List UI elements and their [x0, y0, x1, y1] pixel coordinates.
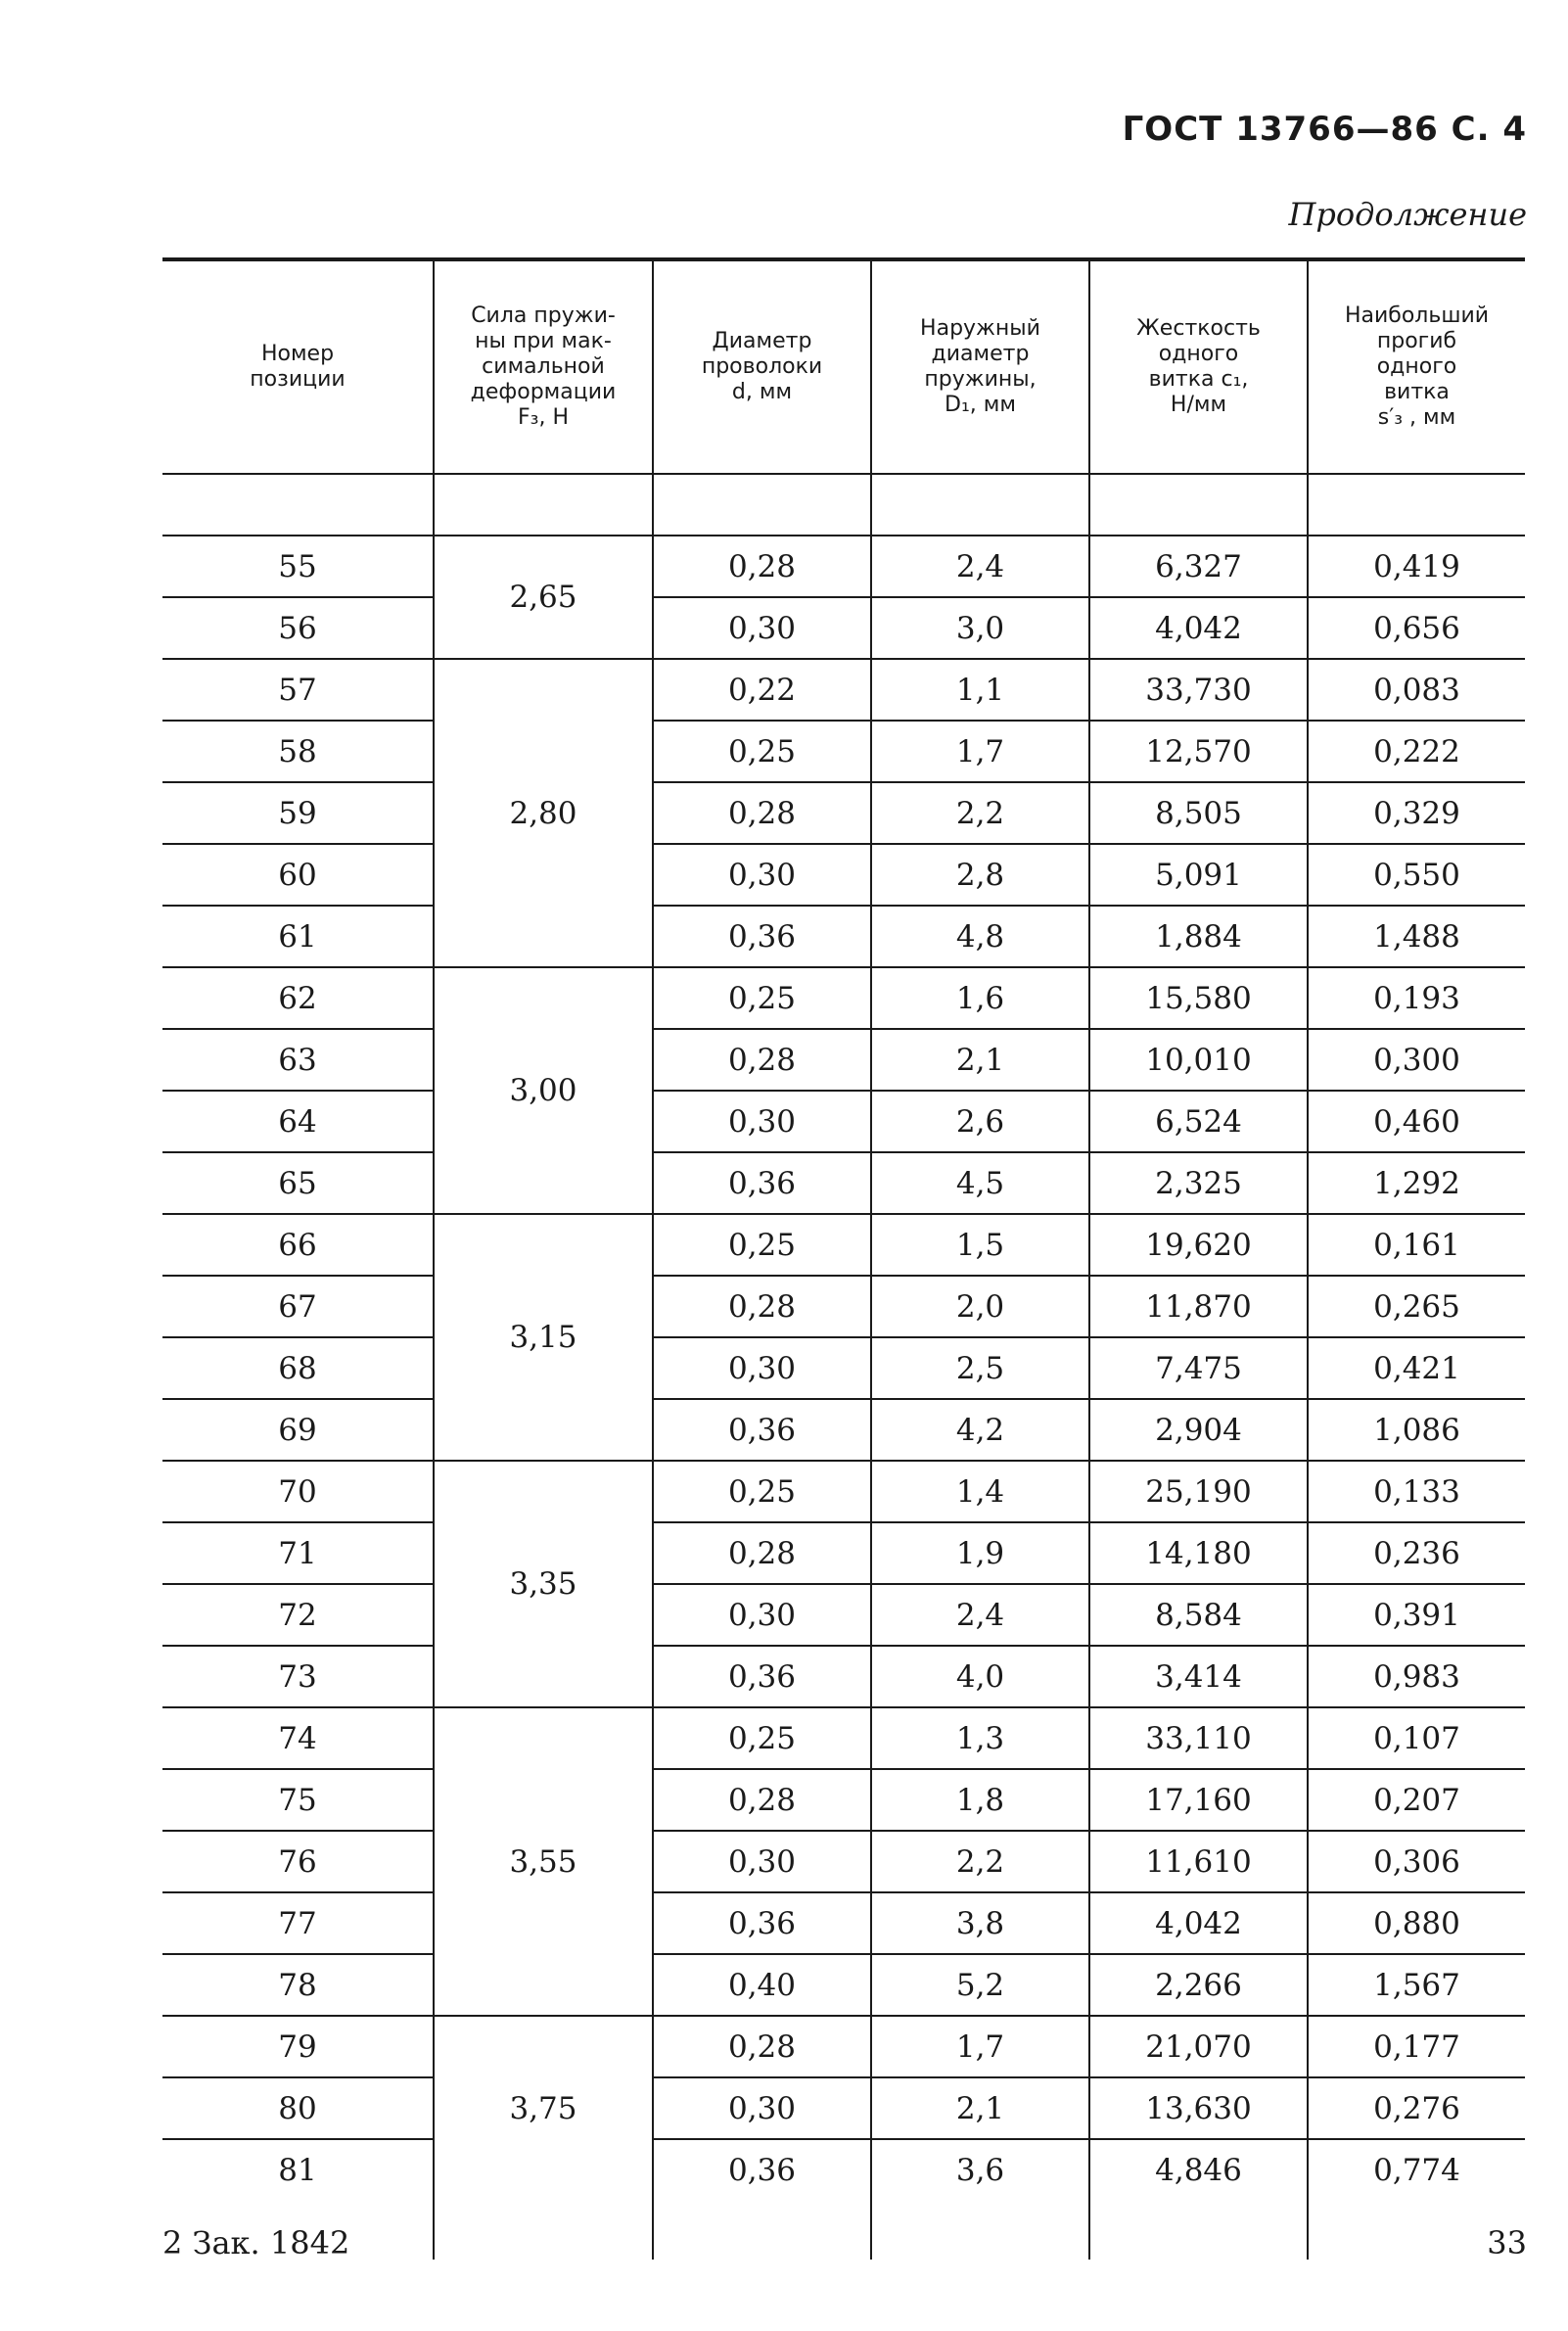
position-number-cell: 69	[162, 1399, 434, 1461]
footer-order-number: 2 Зак. 1842	[162, 2224, 350, 2261]
spring-force-cell: 3,75	[434, 2016, 653, 2200]
max-deflection-cell: 0,460	[1308, 1091, 1525, 1152]
position-number-cell: 75	[162, 1769, 434, 1831]
table-row	[162, 1091, 1525, 1152]
position-number-cell: 63	[162, 1029, 434, 1091]
table-row	[162, 1584, 1525, 1646]
table-row	[162, 967, 1525, 1029]
spring-force-cell: 3,35	[434, 1461, 653, 1707]
max-deflection-cell: 0,236	[1308, 1522, 1525, 1584]
position-number-cell: 67	[162, 1276, 434, 1337]
coil-stiffness-cell: 17,160	[1089, 1769, 1308, 1831]
outer-diameter-cell: 4,2	[871, 1399, 1089, 1461]
coil-stiffness-cell: 5,091	[1089, 844, 1308, 906]
outer-diameter-cell: 1,3	[871, 1707, 1089, 1769]
max-deflection-cell: 1,292	[1308, 1152, 1525, 1214]
outer-diameter-cell: 1,9	[871, 1522, 1089, 1584]
coil-stiffness-cell: 10,010	[1089, 1029, 1308, 1091]
table-row	[162, 1831, 1525, 1892]
wire-diameter-cell: 0,30	[653, 1831, 871, 1892]
position-number-cell: 77	[162, 1892, 434, 1954]
max-deflection-cell: 0,880	[1308, 1892, 1525, 1954]
wire-diameter-cell: 0,25	[653, 1461, 871, 1522]
coil-stiffness-cell: 8,584	[1089, 1584, 1308, 1646]
wire-diameter-cell: 0,36	[653, 906, 871, 967]
position-number-cell: 80	[162, 2077, 434, 2139]
position-number-cell: 81	[278, 2152, 317, 2188]
wire-diameter-cell: 0,30	[653, 597, 871, 659]
coil-stiffness-cell: 13,630	[1089, 2077, 1308, 2139]
max-deflection-cell: 0,306	[1308, 1831, 1525, 1892]
table-row	[162, 1276, 1525, 1337]
table-row	[162, 1769, 1525, 1831]
spring-parameters-table	[162, 257, 1525, 2260]
wire-diameter-cell: 0,36	[653, 1646, 871, 1707]
position-number-cell: 66	[162, 1214, 434, 1276]
position-number-cell: 58	[162, 721, 434, 782]
outer-diameter-cell: 2,1	[871, 2077, 1089, 2139]
header-spring-force: Сила пружи- ны при мак- симальной деформации F₃, Н	[434, 259, 653, 474]
position-number-cell: 56	[162, 597, 434, 659]
max-deflection-cell: 1,086	[1308, 1399, 1525, 1461]
position-number-cell: 61	[162, 906, 434, 967]
position-number-cell: 73	[162, 1646, 434, 1707]
outer-diameter-cell: 1,7	[871, 2016, 1089, 2077]
outer-diameter-cell: 1,6	[871, 967, 1089, 1029]
outer-diameter-cell: 2,5	[871, 1337, 1089, 1399]
table-row	[162, 659, 1525, 721]
footer-page-number: 33	[1487, 2224, 1527, 2261]
header-wire-diameter: Диаметр проволоки d, мм	[653, 259, 871, 474]
coil-stiffness-cell: 2,904	[1089, 1399, 1308, 1461]
table-row	[162, 1214, 1525, 1276]
header-coil-stiffness: Жесткость одного витка c₁, Н/мм	[1089, 259, 1308, 474]
wire-diameter-cell: 0,36	[653, 1399, 871, 1461]
wire-diameter-cell: 0,25	[653, 967, 871, 1029]
wire-diameter-cell: 0,22	[653, 659, 871, 721]
coil-stiffness-cell: 4,042	[1089, 597, 1308, 659]
coil-stiffness-cell: 21,070	[1089, 2016, 1308, 2077]
table-header	[162, 259, 1525, 474]
table-row	[162, 2139, 1525, 2200]
outer-diameter-cell: 3,0	[871, 597, 1089, 659]
header-max-coil-deflection: Наибольший прогиб одного витка s′₃ , мм	[1308, 259, 1525, 474]
outer-diameter-cell: 3,8	[871, 1892, 1089, 1954]
max-deflection-cell: 0,329	[1308, 782, 1525, 844]
table-row	[162, 2016, 1525, 2077]
coil-stiffness-cell: 7,475	[1089, 1337, 1308, 1399]
outer-diameter-cell: 2,6	[871, 1091, 1089, 1152]
coil-stiffness-cell: 3,414	[1089, 1646, 1308, 1707]
table-row	[162, 1337, 1525, 1399]
wire-diameter-cell: 0,36	[653, 1152, 871, 1214]
wire-diameter-cell: 0,28	[653, 1769, 871, 1831]
outer-diameter-cell: 5,2	[871, 1954, 1089, 2016]
table-row	[162, 1399, 1525, 1461]
table-row	[162, 1646, 1525, 1707]
position-number-cell: 72	[162, 1584, 434, 1646]
max-deflection-cell: 0,550	[1308, 844, 1525, 906]
table-row	[162, 1029, 1525, 1091]
max-deflection-cell: 0,161	[1308, 1214, 1525, 1276]
outer-diameter-cell: 4,8	[871, 906, 1089, 967]
table-row	[162, 1461, 1525, 1522]
position-number-cell: 71	[162, 1522, 434, 1584]
table-row	[162, 782, 1525, 844]
coil-stiffness-cell: 11,870	[1089, 1276, 1308, 1337]
position-number-cell: 62	[162, 967, 434, 1029]
position-number-cell: 64	[162, 1091, 434, 1152]
coil-stiffness-cell: 12,570	[1089, 721, 1308, 782]
max-deflection-cell: 0,107	[1308, 1707, 1525, 1769]
coil-stiffness-cell: 33,730	[1089, 659, 1308, 721]
table-row	[162, 2077, 1525, 2139]
spring-parameters-table-wrapper	[162, 257, 1525, 2260]
wire-diameter-cell: 0,25	[653, 721, 871, 782]
position-number-cell: 55	[162, 536, 434, 597]
coil-stiffness-cell: 4,042	[1089, 1892, 1308, 1954]
coil-stiffness-cell: 19,620	[1089, 1214, 1308, 1276]
outer-diameter-cell: 1,8	[871, 1769, 1089, 1831]
coil-stiffness-cell: 2,266	[1089, 1954, 1308, 2016]
table-row	[162, 536, 1525, 597]
coil-stiffness-cell: 25,190	[1089, 1461, 1308, 1522]
table-row	[162, 906, 1525, 967]
position-number-cell: 76	[162, 1831, 434, 1892]
header-outer-diameter: Наружный диаметр пружины, D₁, мм	[871, 259, 1089, 474]
position-number-cell: 68	[162, 1337, 434, 1399]
position-number-cell: 60	[162, 844, 434, 906]
outer-diameter-cell: 1,4	[871, 1461, 1089, 1522]
position-number-cell: 74	[162, 1707, 434, 1769]
table-row	[162, 1152, 1525, 1214]
outer-diameter-cell: 2,4	[871, 1584, 1089, 1646]
spring-force-cell: 2,80	[434, 659, 653, 967]
coil-stiffness-cell: 33,110	[1089, 1707, 1308, 1769]
wire-diameter-cell: 0,36	[653, 1892, 871, 1954]
position-number-cell: 59	[162, 782, 434, 844]
max-deflection-cell: 0,276	[1308, 2077, 1525, 2139]
outer-diameter-cell: 4,5	[871, 1152, 1089, 1214]
outer-diameter-cell: 1,1	[871, 659, 1089, 721]
position-number-cell: 79	[162, 2016, 434, 2077]
wire-diameter-cell: 0,25	[653, 1707, 871, 1769]
max-deflection-cell: 0,193	[1308, 967, 1525, 1029]
table-row	[162, 597, 1525, 659]
position-number-cell: 57	[162, 659, 434, 721]
spring-force-cell: 3,55	[434, 1707, 653, 2016]
coil-stiffness-cell: 6,327	[1089, 536, 1308, 597]
table-row	[162, 844, 1525, 906]
wire-diameter-cell: 0,28	[653, 536, 871, 597]
table-row	[162, 721, 1525, 782]
wire-diameter-cell: 0,25	[653, 1214, 871, 1276]
coil-stiffness-cell: 14,180	[1089, 1522, 1308, 1584]
max-deflection-cell: 0,656	[1308, 597, 1525, 659]
header-position-number: Номер позиции	[162, 259, 434, 474]
max-deflection-cell: 0,391	[1308, 1584, 1525, 1646]
position-number-cell: 70	[162, 1461, 434, 1522]
max-deflection-cell: 0,083	[1308, 659, 1525, 721]
outer-diameter-cell: 2,8	[871, 844, 1089, 906]
coil-stiffness-cell: 4,846	[1089, 2139, 1308, 2200]
max-deflection-cell: 0,300	[1308, 1029, 1525, 1091]
page-header-title: ГОСТ 13766—86 С. 4	[1122, 110, 1527, 149]
outer-diameter-cell: 1,5	[871, 1214, 1089, 1276]
max-deflection-cell: 0,207	[1308, 1769, 1525, 1831]
table-row	[162, 1522, 1525, 1584]
spring-force-cell: 3,00	[434, 967, 653, 1214]
wire-diameter-cell: 0,30	[653, 1337, 871, 1399]
outer-diameter-cell: 1,7	[871, 721, 1089, 782]
max-deflection-cell: 0,421	[1308, 1337, 1525, 1399]
wire-diameter-cell: 0,30	[653, 2077, 871, 2139]
max-deflection-cell: 0,222	[1308, 721, 1525, 782]
tail-row	[162, 2200, 1525, 2260]
position-number-cell: 78	[162, 1954, 434, 2016]
max-deflection-cell: 0,177	[1308, 2016, 1525, 2077]
wire-diameter-cell: 0,28	[653, 1029, 871, 1091]
wire-diameter-cell: 0,28	[653, 1522, 871, 1584]
max-deflection-cell: 0,265	[1308, 1276, 1525, 1337]
spring-force-cell: 2,65	[434, 536, 653, 659]
coil-stiffness-cell: 8,505	[1089, 782, 1308, 844]
outer-diameter-cell: 2,0	[871, 1276, 1089, 1337]
table-row	[162, 1892, 1525, 1954]
max-deflection-cell: 0,983	[1308, 1646, 1525, 1707]
outer-diameter-cell: 2,2	[871, 782, 1089, 844]
table-row	[162, 1707, 1525, 1769]
outer-diameter-cell: 4,0	[871, 1646, 1089, 1707]
table-body	[162, 474, 1525, 2260]
outer-diameter-cell: 2,1	[871, 1029, 1089, 1091]
continuation-label: Продолжение	[1288, 196, 1527, 233]
max-deflection-cell: 1,488	[1308, 906, 1525, 967]
max-deflection-cell: 1,567	[1308, 1954, 1525, 2016]
wire-diameter-cell: 0,28	[653, 1276, 871, 1337]
outer-diameter-cell: 2,2	[871, 1831, 1089, 1892]
coil-stiffness-cell: 11,610	[1089, 1831, 1308, 1892]
outer-diameter-cell: 2,4	[871, 536, 1089, 597]
wire-diameter-cell: 0,28	[653, 782, 871, 844]
wire-diameter-cell: 0,28	[653, 2016, 871, 2077]
max-deflection-cell: 0,133	[1308, 1461, 1525, 1522]
wire-diameter-cell: 0,40	[653, 1954, 871, 2016]
outer-diameter-cell: 3,6	[871, 2139, 1089, 2200]
header-row	[162, 259, 1525, 474]
max-deflection-cell: 0,774	[1308, 2139, 1525, 2200]
wire-diameter-cell: 0,30	[653, 1584, 871, 1646]
wire-diameter-cell: 0,30	[653, 1091, 871, 1152]
coil-stiffness-cell: 2,325	[1089, 1152, 1308, 1214]
position-number-cell: 65	[162, 1152, 434, 1214]
coil-stiffness-cell: 1,884	[1089, 906, 1308, 967]
table-row	[162, 1954, 1525, 2016]
wire-diameter-cell: 0,30	[653, 844, 871, 906]
wire-diameter-cell: 0,36	[653, 2139, 871, 2200]
max-deflection-cell: 0,419	[1308, 536, 1525, 597]
coil-stiffness-cell: 15,580	[1089, 967, 1308, 1029]
spring-force-cell: 3,15	[434, 1214, 653, 1461]
spacer-row	[162, 474, 1525, 536]
coil-stiffness-cell: 6,524	[1089, 1091, 1308, 1152]
